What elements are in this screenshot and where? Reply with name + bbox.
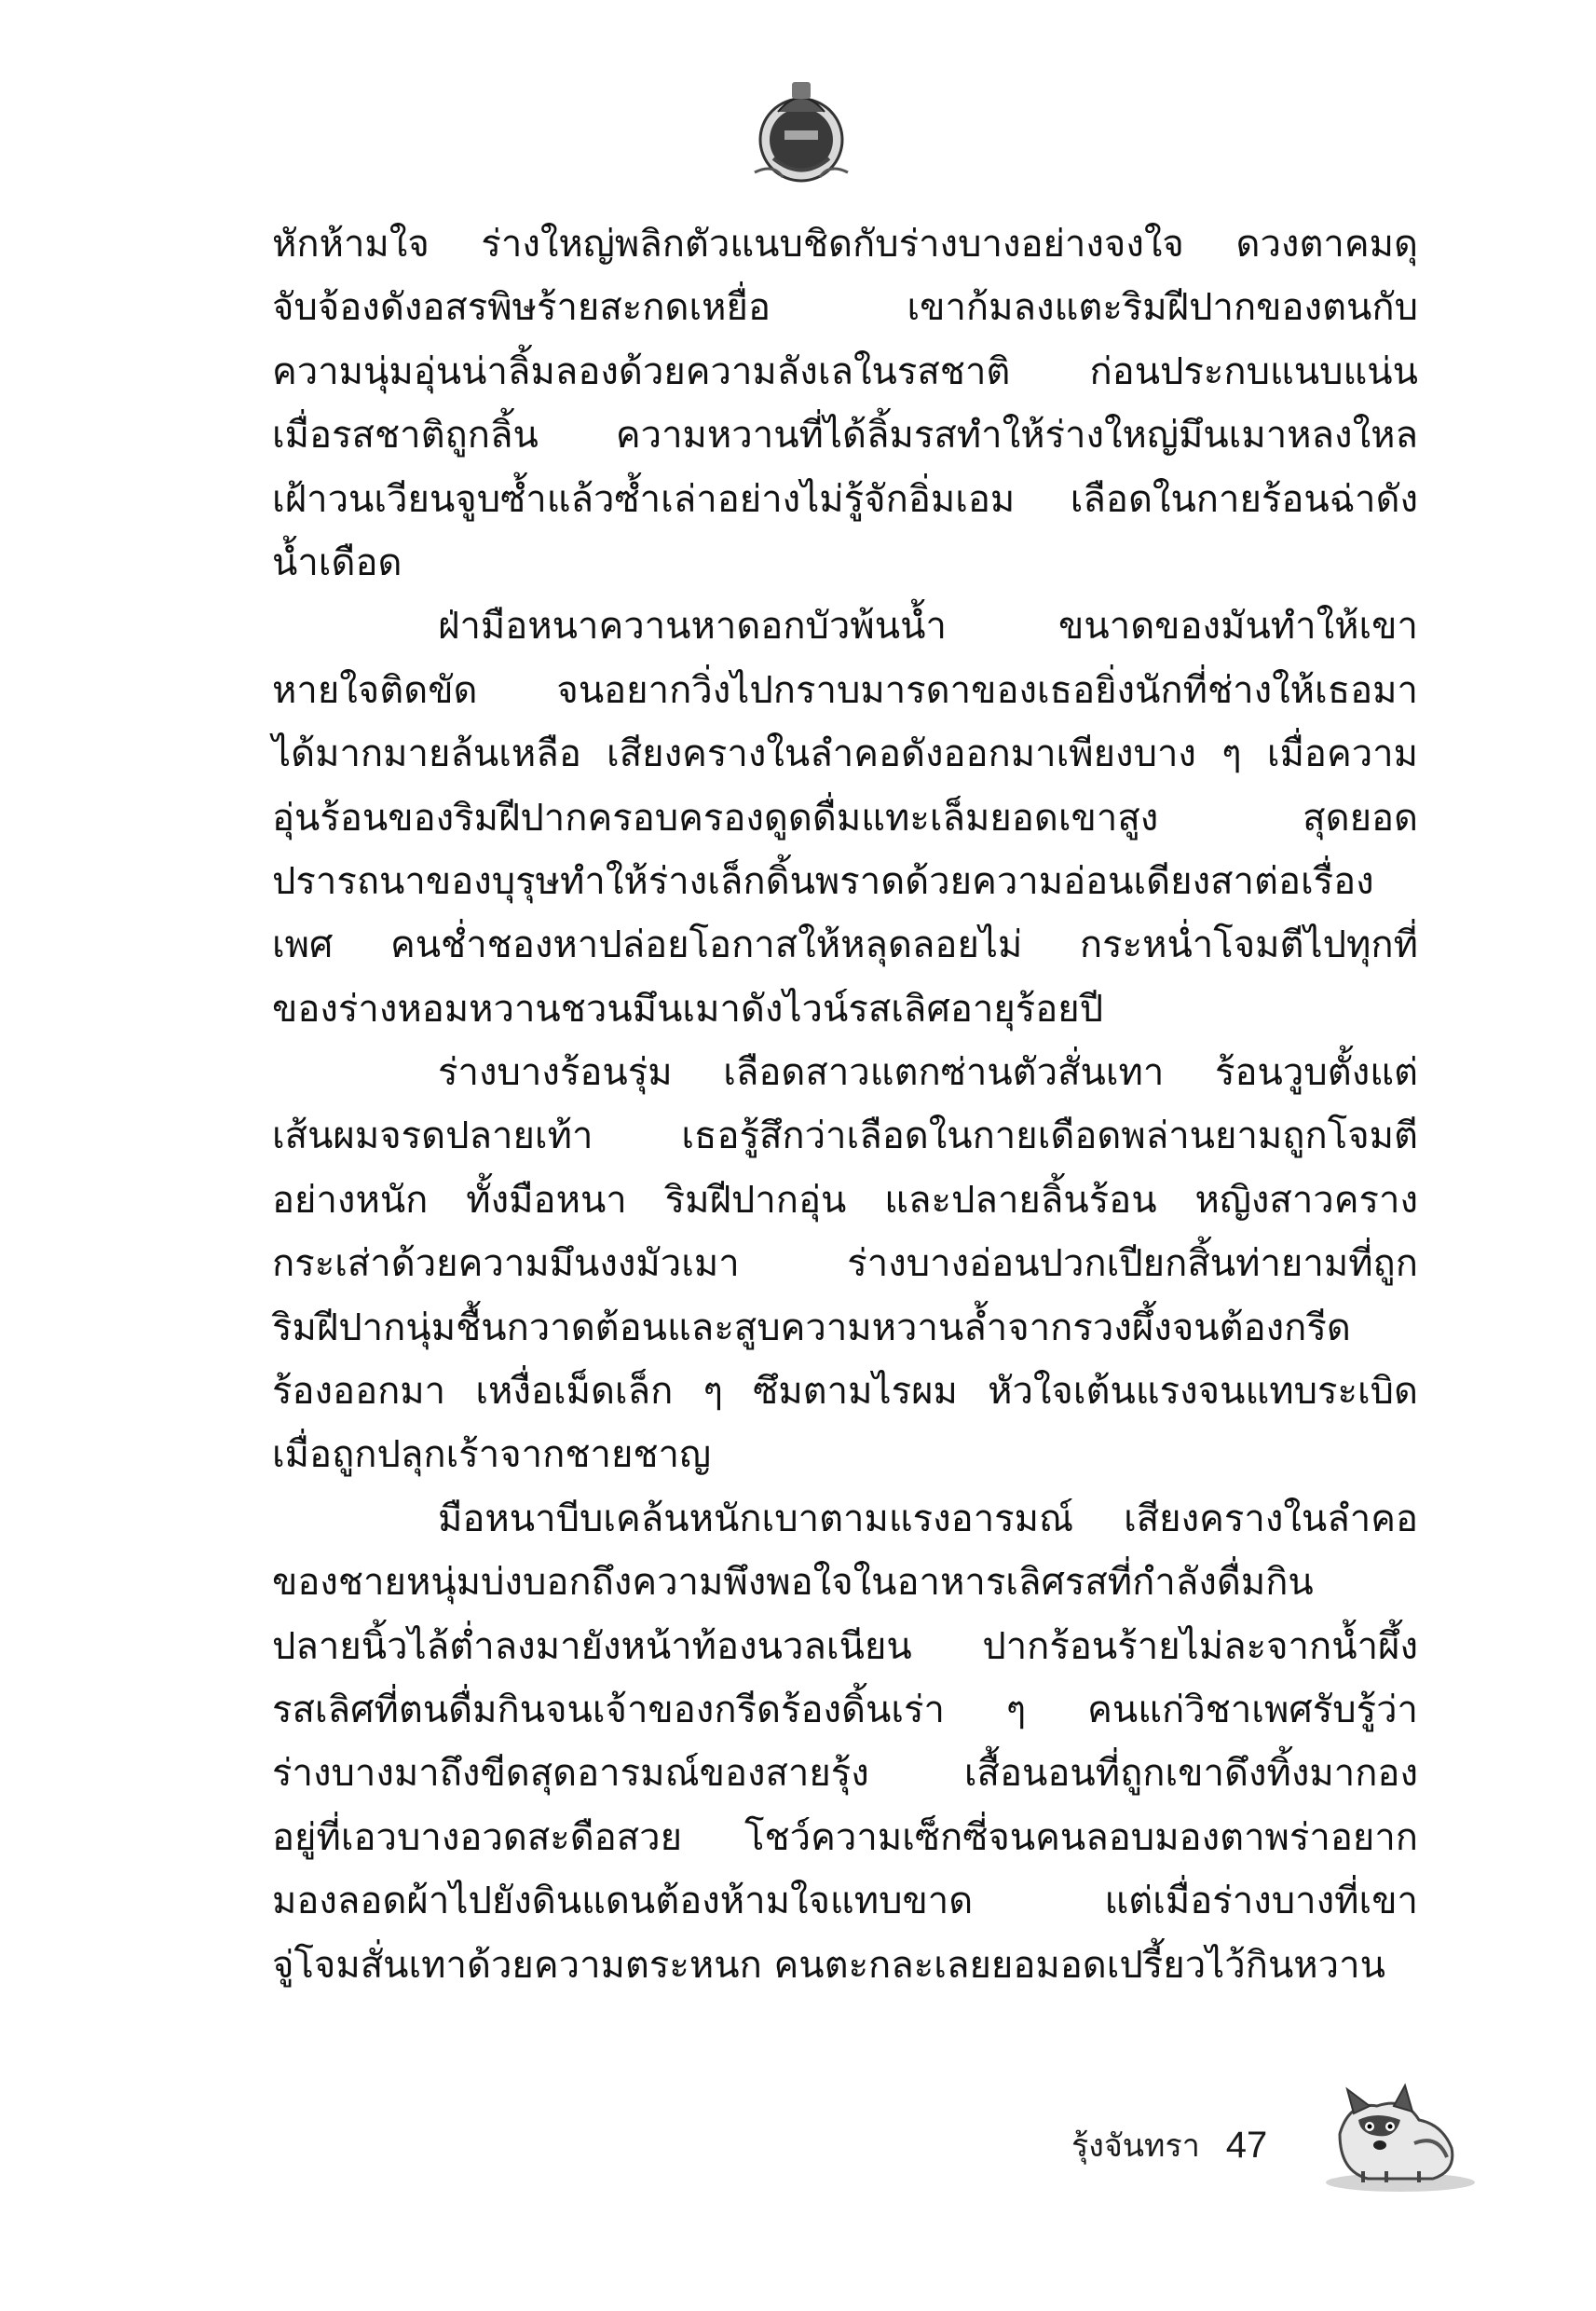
author-name: รุ้งจันทรา [1071, 2127, 1200, 2165]
crest-emblem-icon [736, 65, 866, 196]
body-text [272, 212, 1418, 1997]
text-line: เมื่อถูกปลุกเร้าจากชายชาญ [272, 1433, 712, 1477]
paragraph [272, 1487, 1418, 1997]
text-line: ฝ่ามือหนาควานหาดอกบัวพ้นน้ำ ขนาดของมันทำให้เขา [438, 605, 1418, 649]
text-line: เมื่อรสชาติถูกลิ้น ความหวานที่ได้ลิ้มรสทำให้ร่างใหญ่มึนเมาหลงใหล [272, 414, 1418, 458]
text-line: ของชายหนุ่มบ่งบอกถึงความพึงพอใจในอาหารเลิศรสที่กำลังดื่มกิน [272, 1561, 1314, 1605]
text-line: ริมฝีปากนุ่มชื้นกวาดต้อนและสูบความหวานล้ำจากรวงผึ้งจนต้องกรีด [272, 1306, 1351, 1349]
text-line: ร่างบางร้อนรุ่ม เลือดสาวแตกซ่านตัวสั่นเทา ร้อนวูบตั้งแต่ [438, 1051, 1418, 1095]
text-line: ของร่างหอมหวานชวนมึนเมาดังไวน์รสเลิศอายุร้อยปี [272, 987, 1104, 1031]
text-line: ร่างบางมาถึงขีดสุดอารมณ์ของสายรุ้ง เสื้อนอนที่ถูกเขาดึงทิ้งมากอง [272, 1752, 1418, 1796]
text-line: มองลอดผ้าไปยังดินแดนต้องห้ามใจแทบขาด แต่เมื่อร่างบางที่เขา [272, 1880, 1418, 1923]
text-line: หายใจติดขัด จนอยากวิ่งไปกราบมารดาของเธอยิ่งนักที่ช่างให้เธอมา [272, 668, 1418, 712]
text-line: มือหนาบีบเคล้นหนักเบาตามแรงอารมณ์ เสียงครางในลำคอ [438, 1497, 1418, 1540]
paragraph [272, 1041, 1418, 1487]
text-line: อยู่ที่เอวบางอวดสะดือสวย โชว์ความเซ็กซี่จนคนลอบมองตาพร่าอยาก [272, 1815, 1418, 1859]
text-line: เพศ คนช่ำชองหาปล่อยโอกาสให้หลุดลอยไม่ กระหน่ำโจมตีไปทุกที่ [272, 923, 1418, 967]
text-line: จับจ้องดังอสรพิษร้ายสะกดเหยื่อ เขาก้มลงแตะริมฝีปากของตนกับ [272, 286, 1418, 330]
text-line: ปลายนิ้วไล้ต่ำลงมายังหน้าท้องนวลเนียน ปากร้อนร้ายไม่ละจากน้ำผึ้ง [272, 1624, 1418, 1668]
text-line: อย่างหนัก ทั้งมือหนา ริมฝีปากอุ่น และปลายลิ้นร้อน หญิงสาวคราง [272, 1178, 1418, 1222]
paragraph [272, 212, 1418, 595]
text-line: ได้มากมายล้นเหลือ เสียงครางในลำคอดังออกมาเพียงบาง ๆ เมื่อความ [272, 732, 1418, 776]
paragraph [272, 595, 1418, 1041]
text-line: จู่โจมสั่นเทาด้วยความตระหนก คนตะกละเลยยอมอดเปรี้ยวไว้กินหวาน [272, 1943, 1385, 1987]
text-line: ร้องออกมา เหงื่อเม็ดเล็ก ๆ ซึมตามไรผม หัวใจเต้นแรงจนแทบระเบิด [272, 1370, 1418, 1414]
text-line: อุ่นร้อนของริมฝีปากครอบครองดูดดื่มแทะเล็มยอดเขาสูง สุดยอด [272, 796, 1418, 840]
text-line: หักห้ามใจ ร่างใหญ่พลิกตัวแนบชิดกับร่างบางอย่างจงใจ ดวงตาคมดุ [272, 223, 1418, 266]
page-footer [1071, 2117, 1267, 2173]
page-number: 47 [1225, 2124, 1268, 2166]
text-line: กระเส่าด้วยความมึนงงมัวเมา ร่างบางอ่อนปวกเปียกสิ้นท่ายามที่ถูก [272, 1242, 1418, 1286]
text-line: รสเลิศที่ตนดื่มกินจนเจ้าของกรีดร้องดิ้นเร่า ๆ คนแก่วิชาเพศรับรู้ว่า [272, 1688, 1418, 1731]
dog-mascot-icon [1312, 2078, 1480, 2199]
text-line: ความนุ่มอุ่นน่าลิ้มลองด้วยความลังเลในรสชาติ ก่อนประกบแนบแน่น [272, 349, 1418, 393]
text-line: น้ำเดือด [272, 540, 402, 584]
text-line: เฝ้าวนเวียนจูบซ้ำแล้วซ้ำเล่าอย่างไม่รู้จักอิ่มเอม เลือดในกายร้อนฉ่าดัง [272, 477, 1418, 521]
text-line: ปรารถนาของบุรุษทำให้ร่างเล็กดิ้นพราดด้วยความอ่อนเดียงสาต่อเรื่อง [272, 859, 1374, 903]
text-line: เส้นผมจรดปลายเท้า เธอรู้สึกว่าเลือดในกายเดือดพล่านยามถูกโจมตี [272, 1114, 1418, 1158]
